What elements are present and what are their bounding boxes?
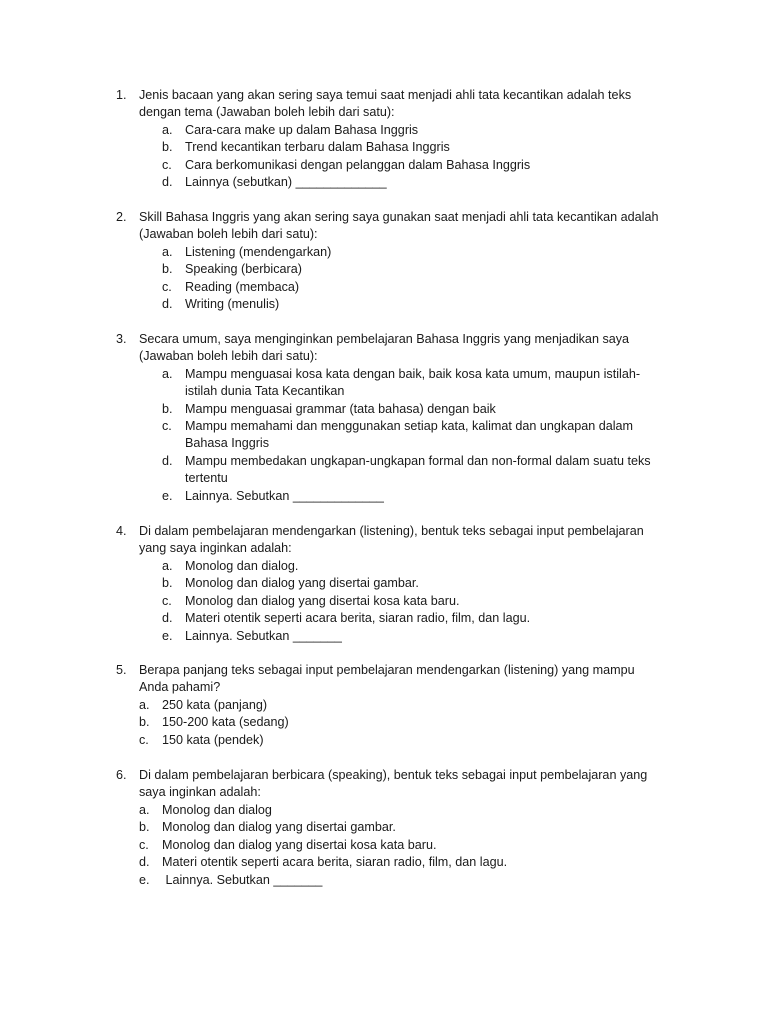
option-text: Monolog dan dialog — [162, 803, 272, 817]
question-number: 5. — [116, 663, 127, 677]
question-number: 1. — [116, 88, 127, 102]
option-letter: b. — [139, 820, 150, 834]
option-letter: c. — [162, 594, 172, 608]
option-text: Lainnya. Sebutkan _____________ — [185, 489, 384, 503]
question-number: 3. — [116, 332, 127, 346]
option-letter: a. — [162, 123, 173, 137]
option-text: Lainnya. Sebutkan _______ — [185, 629, 342, 643]
option-letter: a. — [162, 559, 173, 573]
option-letter: c. — [162, 419, 172, 433]
option-text: Speaking (berbicara) — [185, 262, 302, 276]
option-text: Lainnya. Sebutkan _______ — [162, 873, 323, 887]
option-text: Monolog dan dialog yang disertai gambar. — [162, 820, 396, 834]
option-letter: d. — [162, 454, 173, 468]
option-letter: a. — [162, 245, 173, 259]
question-text: Jenis bacaan yang akan sering saya temui saat menjadi ahli tata kecantikan adalah teks — [139, 88, 632, 102]
option-text: Monolog dan dialog yang disertai gambar. — [185, 576, 419, 590]
question-text: (Jawaban boleh lebih dari satu): — [139, 227, 318, 241]
question-text: Berapa panjang teks sebagai input pembelajaran mendengarkan (listening) yang mampu — [139, 663, 635, 677]
option-text: 150-200 kata (sedang) — [162, 715, 289, 729]
option-text: Mampu membedakan ungkapan-ungkapan formal dan non-formal dalam suatu teks — [185, 454, 651, 468]
option-letter: a. — [139, 698, 150, 712]
question-text: dengan tema (Jawaban boleh lebih dari satu): — [139, 105, 395, 119]
option-text: Bahasa Inggris — [185, 436, 270, 450]
option-text: Cara-cara make up dalam Bahasa Inggris — [185, 123, 419, 137]
option-letter: e. — [162, 629, 173, 643]
question-text: saya inginkan adalah: — [139, 785, 261, 799]
option-text: 250 kata (panjang) — [162, 698, 268, 712]
option-text: Reading (membaca) — [185, 280, 300, 294]
question-text: Di dalam pembelajaran berbicara (speaking), bentuk teks sebagai input pembelajaran yang — [139, 768, 648, 782]
question-text: yang saya inginkan adalah: — [139, 541, 292, 555]
option-text: Lainnya (sebutkan) _____________ — [185, 175, 387, 189]
option-text: Materi otentik seperti acara berita, siaran radio, film, dan lagu. — [162, 855, 508, 869]
option-text: Mampu menguasai grammar (tata bahasa) dengan baik — [185, 402, 496, 416]
option-letter: c. — [162, 280, 172, 294]
question-text: Skill Bahasa Inggris yang akan sering saya gunakan saat menjadi ahli tata kecantikan adalah — [139, 210, 659, 224]
option-letter: b. — [162, 576, 173, 590]
option-letter: e. — [139, 873, 150, 887]
option-letter: b. — [162, 402, 173, 416]
option-text: Mampu memahami dan menggunakan setiap kata, kalimat dan ungkapan dalam — [185, 419, 634, 433]
option-letter: b. — [162, 262, 173, 276]
option-text: Monolog dan dialog yang disertai kosa kata baru. — [185, 594, 460, 608]
option-letter: b. — [162, 140, 173, 154]
option-text: istilah dunia Tata Kecantikan — [185, 384, 345, 398]
option-text: Mampu menguasai kosa kata dengan baik, baik kosa kata umum, maupun istilah- — [185, 367, 641, 381]
option-letter: b. — [139, 715, 150, 729]
option-text: Cara berkomunikasi dengan pelanggan dalam Bahasa Inggris — [185, 158, 531, 172]
option-text: Writing (menulis) — [185, 297, 280, 311]
question-text: Anda pahami? — [139, 680, 221, 694]
question-number: 2. — [116, 210, 127, 224]
question-number: 6. — [116, 768, 127, 782]
option-letter: a. — [162, 367, 173, 381]
option-letter: d. — [162, 297, 173, 311]
question-text: Secara umum, saya menginginkan pembelajaran Bahasa Inggris yang menjadikan saya — [139, 332, 630, 346]
option-letter: d. — [162, 611, 173, 625]
option-text: Monolog dan dialog. — [185, 559, 299, 573]
option-letter: a. — [139, 803, 150, 817]
option-letter: c. — [139, 838, 149, 852]
question-text: (Jawaban boleh lebih dari satu): — [139, 349, 318, 363]
option-letter: c. — [139, 733, 149, 747]
question-text: Di dalam pembelajaran mendengarkan (listening), bentuk teks sebagai input pembelajaran — [139, 524, 644, 538]
option-text: Materi otentik seperti acara berita, siaran radio, film, dan lagu. — [185, 611, 531, 625]
option-text: 150 kata (pendek) — [162, 733, 264, 747]
option-text: Monolog dan dialog yang disertai kosa kata baru. — [162, 838, 437, 852]
option-text: tertentu — [185, 471, 228, 485]
option-letter: c. — [162, 158, 172, 172]
option-text: Listening (mendengarkan) — [185, 245, 332, 259]
option-text: Trend kecantikan terbaru dalam Bahasa Inggris — [185, 140, 450, 154]
option-letter: e. — [162, 489, 173, 503]
option-letter: d. — [162, 175, 173, 189]
question-number: 4. — [116, 524, 127, 538]
option-letter: d. — [139, 855, 150, 869]
